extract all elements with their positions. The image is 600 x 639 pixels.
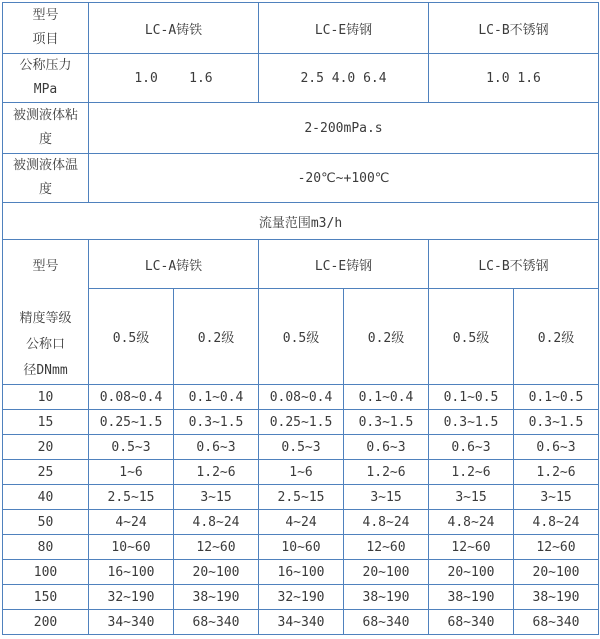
- flow-value-cell: 32~190: [89, 585, 174, 610]
- flow-value-cell: 1.2~6: [514, 460, 599, 485]
- flow-value-cell: 20~100: [344, 560, 429, 585]
- flow-model-header-lcb: LC-B不锈钢: [429, 240, 599, 289]
- flow-value-cell: 12~60: [174, 535, 259, 560]
- viscosity-label-cell: [3, 103, 89, 154]
- flow-value-cell: 1~6: [89, 460, 174, 485]
- flow-corner-cell: [3, 240, 89, 385]
- pressure-label-line2: MPa: [33, 82, 58, 97]
- temperature-row: [3, 154, 599, 203]
- flow-corner-model-label: 型号: [32, 258, 59, 274]
- flow-value-cell: 34~340: [89, 610, 174, 635]
- flow-value-cell: 4.8~24: [344, 510, 429, 535]
- accuracy-header-4: 0.5级: [429, 289, 514, 385]
- pressure-value-lce: 2.5 4.0 6.4: [259, 54, 429, 103]
- flow-value-cell: 3~15: [429, 485, 514, 510]
- viscosity-label-line2: 度: [38, 132, 52, 147]
- flow-value-cell: 12~60: [344, 535, 429, 560]
- table-row-dn150: [3, 585, 599, 610]
- table-row-dn10: [3, 385, 599, 410]
- flow-value-cell: 1.2~6: [174, 460, 259, 485]
- accuracy-header-5: 0.2级: [514, 289, 599, 385]
- table-row-dn100: [3, 560, 599, 585]
- pressure-value-lcb: 1.0 1.6: [429, 54, 599, 103]
- flow-model-header-lca: LC-A铸铁: [89, 240, 259, 289]
- flow-value-cell: 20~100: [514, 560, 599, 585]
- pressure-row: [3, 54, 599, 103]
- table-row-dn80: [3, 535, 599, 560]
- flow-corner-line-dn1: 公称口: [25, 337, 65, 352]
- flow-value-cell: 0.6~3: [174, 435, 259, 460]
- flow-value-cell: 68~340: [344, 610, 429, 635]
- flow-value-cell: 68~340: [429, 610, 514, 635]
- flow-value-cell: 20~100: [174, 560, 259, 585]
- accuracy-header-1: 0.2级: [174, 289, 259, 385]
- temperature-label-cell: [3, 154, 89, 203]
- flow-corner-line-dn2: 径DNmm: [23, 363, 68, 378]
- flow-model-header-lce: LC-E铸钢: [259, 240, 429, 289]
- flow-value-cell: 0.5~3: [259, 435, 344, 460]
- flow-value-cell: 34~340: [259, 610, 344, 635]
- flow-value-cell: 3~15: [344, 485, 429, 510]
- temperature-label-lines: [3, 154, 88, 202]
- table-row-dn50: [3, 510, 599, 535]
- viscosity-value: 2-200mPa.s: [89, 103, 599, 154]
- flow-value-cell: 3~15: [514, 485, 599, 510]
- flow-value-cell: 68~340: [174, 610, 259, 635]
- flowmeter-spec-table: [2, 2, 599, 635]
- viscosity-label-line1: 被测液体粘: [12, 108, 78, 123]
- accuracy-header-0: 0.5级: [89, 289, 174, 385]
- temperature-label-line1: 被测液体温: [12, 158, 78, 173]
- accuracy-header-row: [3, 289, 599, 385]
- model-header-lcb: LC-B不锈钢: [429, 3, 599, 54]
- flow-value-cell: 0.25~1.5: [89, 410, 174, 435]
- dn-cell: 40: [3, 485, 89, 510]
- flow-value-cell: 0.1~0.4: [174, 385, 259, 410]
- dn-cell: 100: [3, 560, 89, 585]
- flow-value-cell: 0.25~1.5: [259, 410, 344, 435]
- flow-value-cell: 4.8~24: [429, 510, 514, 535]
- flow-value-cell: 0.3~1.5: [514, 410, 599, 435]
- flow-value-cell: 38~190: [429, 585, 514, 610]
- viscosity-row: [3, 103, 599, 154]
- corner-cell: [3, 3, 89, 54]
- flow-value-cell: 0.1~0.5: [514, 385, 599, 410]
- table-row-dn200: [3, 610, 599, 635]
- flow-value-cell: 0.6~3: [344, 435, 429, 460]
- flow-corner-line-accuracy: 精度等级: [19, 311, 72, 326]
- flow-value-cell: 0.5~3: [89, 435, 174, 460]
- flow-range-banner-row: [3, 203, 599, 240]
- flow-range-banner: 流量范围m3/h: [3, 203, 599, 240]
- table-row-dn25: [3, 460, 599, 485]
- model-header-row: [3, 3, 599, 54]
- flow-value-cell: 4~24: [259, 510, 344, 535]
- corner-line-model: 型号: [32, 8, 59, 23]
- pressure-label-cell: [3, 54, 89, 103]
- flow-value-cell: 12~60: [514, 535, 599, 560]
- dn-cell: 20: [3, 435, 89, 460]
- flow-value-cell: 10~60: [89, 535, 174, 560]
- flow-value-cell: 38~190: [174, 585, 259, 610]
- dn-cell: 80: [3, 535, 89, 560]
- flow-value-cell: 4~24: [89, 510, 174, 535]
- dn-cell: 150: [3, 585, 89, 610]
- accuracy-header-2: 0.5级: [259, 289, 344, 385]
- flow-value-cell: 0.6~3: [429, 435, 514, 460]
- flow-value-cell: 2.5~15: [259, 485, 344, 510]
- flow-value-cell: 16~100: [259, 560, 344, 585]
- flow-corner-lines: [3, 288, 88, 384]
- dn-cell: 10: [3, 385, 89, 410]
- flow-value-cell: 16~100: [89, 560, 174, 585]
- flow-value-cell: 0.08~0.4: [89, 385, 174, 410]
- dn-cell: 200: [3, 610, 89, 635]
- flow-value-cell: 20~100: [429, 560, 514, 585]
- flow-value-cell: 0.3~1.5: [174, 410, 259, 435]
- pressure-value-lca: 1.0 1.6: [89, 54, 259, 103]
- model-header-lca: LC-A铸铁: [89, 3, 259, 54]
- model-header-lce: LC-E铸钢: [259, 3, 429, 54]
- pressure-label-lines: [3, 54, 88, 102]
- flow-value-cell: 68~340: [514, 610, 599, 635]
- flow-value-cell: 4.8~24: [174, 510, 259, 535]
- flow-value-cell: 0.1~0.5: [429, 385, 514, 410]
- flow-value-cell: 0.6~3: [514, 435, 599, 460]
- table-row-dn40: [3, 485, 599, 510]
- flow-value-cell: 0.3~1.5: [429, 410, 514, 435]
- flow-model-header-row: [3, 240, 599, 289]
- temperature-label-line2: 度: [38, 182, 52, 197]
- flow-value-cell: 4.8~24: [514, 510, 599, 535]
- flow-value-cell: 12~60: [429, 535, 514, 560]
- viscosity-label-lines: [3, 104, 88, 152]
- table-row-dn15: [3, 410, 599, 435]
- table-row-dn20: [3, 435, 599, 460]
- dn-cell: 50: [3, 510, 89, 535]
- temperature-value: -20℃~+100℃: [89, 154, 599, 203]
- flow-value-cell: 0.3~1.5: [344, 410, 429, 435]
- accuracy-header-3: 0.2级: [344, 289, 429, 385]
- flow-value-cell: 32~190: [259, 585, 344, 610]
- flow-value-cell: 38~190: [514, 585, 599, 610]
- flow-value-cell: 0.1~0.4: [344, 385, 429, 410]
- dn-cell: 15: [3, 410, 89, 435]
- flow-value-cell: 1.2~6: [344, 460, 429, 485]
- flow-value-cell: 2.5~15: [89, 485, 174, 510]
- flow-value-cell: 1.2~6: [429, 460, 514, 485]
- flow-value-cell: 0.08~0.4: [259, 385, 344, 410]
- flow-value-cell: 10~60: [259, 535, 344, 560]
- flow-value-cell: 38~190: [344, 585, 429, 610]
- flow-value-cell: 3~15: [174, 485, 259, 510]
- corner-lines: [3, 4, 88, 52]
- flow-value-cell: 1~6: [259, 460, 344, 485]
- dn-cell: 25: [3, 460, 89, 485]
- corner-line-item: 项目: [32, 32, 59, 47]
- pressure-label-line1: 公称压力: [19, 58, 72, 73]
